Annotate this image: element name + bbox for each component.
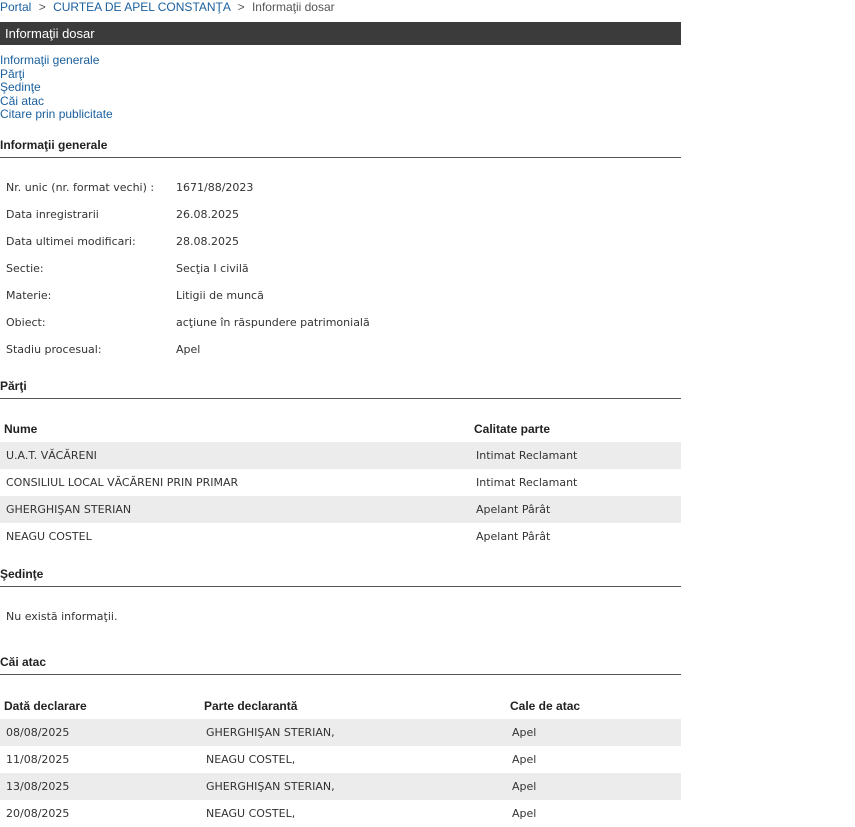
cai-atac-table	[0, 692, 681, 827]
parti-table	[0, 415, 681, 550]
info-label: Obiect:	[6, 316, 46, 329]
column-header-parte-declaranta: Parte declarantă	[204, 698, 298, 713]
breadcrumb-current: Informaţii dosar	[251, 0, 335, 14]
breadcrumb-court-link[interactable]: CURTEA DE APEL CONSTANŢA	[53, 0, 231, 14]
column-header-calitate-parte: Calitate parte	[474, 421, 551, 436]
info-value: 1671/88/2023	[176, 181, 254, 194]
nav-link-cai-atac[interactable]: Căi atac	[0, 93, 45, 108]
info-label: Sectie:	[6, 262, 44, 275]
info-value: Litigii de muncă	[176, 289, 264, 302]
info-label: Materie:	[6, 289, 52, 302]
column-header-cale-de-atac: Cale de atac	[510, 698, 581, 713]
party-name: U.A.T. VĂCĂRENI	[0, 442, 470, 469]
party-role: Apelant Pârât	[476, 530, 551, 543]
table-row	[0, 523, 681, 550]
nav-link-sedinte[interactable]: Şedinţe	[0, 80, 41, 94]
info-value: Apel	[176, 343, 201, 356]
info-value: 28.08.2025	[176, 235, 239, 248]
appeal-type: Apel	[506, 773, 681, 800]
declaration-date: 11/08/2025	[6, 753, 70, 766]
appeal-type: Apel	[512, 807, 537, 820]
declaring-party: GHERGHIŞAN STERIAN,	[200, 773, 506, 800]
breadcrumb-separator: >	[237, 0, 245, 14]
info-label: Nr. unic (nr. format vechi) :	[6, 181, 155, 194]
info-value: acţiune în răspundere patrimonială	[176, 316, 370, 329]
appeal-type: Apel	[512, 753, 537, 766]
nav-link-citare-prin-publicitate[interactable]: Citare prin publicitate	[0, 107, 113, 121]
nav-link-informatii-generale[interactable]: Informaţii generale	[0, 53, 100, 67]
table-row	[0, 773, 681, 800]
section-nav	[0, 54, 113, 122]
column-header-data-declarare: Dată declarare	[4, 698, 87, 713]
appeal-type: Apel	[506, 719, 681, 746]
party-role: Intimat Reclamant	[476, 476, 578, 489]
party-name: CONSILIUL LOCAL VĂCĂRENI PRIN PRIMAR	[6, 476, 239, 489]
table-header-row	[0, 415, 681, 442]
table-row	[0, 469, 681, 496]
table-header-row	[0, 692, 681, 719]
declaring-party: NEAGU COSTEL,	[206, 807, 296, 820]
breadcrumb	[0, 0, 335, 14]
info-value: 26.08.2025	[176, 208, 239, 221]
page-title: Informaţii dosar	[5, 26, 95, 41]
table-row	[0, 719, 681, 746]
info-value: Secţia I civilă	[176, 262, 249, 275]
section-title-sedinte: Şedinţe	[0, 567, 681, 587]
page-title-bar	[0, 22, 681, 45]
party-role: Intimat Reclamant	[470, 442, 681, 469]
declaration-date: 20/08/2025	[6, 807, 70, 820]
nav-link-parti[interactable]: Părţi	[0, 66, 25, 81]
table-row	[0, 800, 681, 827]
column-header-nume: Nume	[4, 421, 38, 436]
info-label: Data ultimei modificari:	[6, 235, 136, 248]
declaration-date: 13/08/2025	[0, 773, 200, 800]
section-title-cai-atac: Căi atac	[0, 655, 681, 675]
section-title-informatii-generale: Informaţii generale	[0, 138, 681, 158]
declaring-party: NEAGU COSTEL,	[206, 753, 296, 766]
sedinte-empty-message: Nu există informaţii.	[6, 610, 118, 623]
table-row	[0, 496, 681, 523]
declaration-date: 08/08/2025	[0, 719, 200, 746]
party-name: NEAGU COSTEL	[6, 530, 92, 543]
party-name: GHERGHIŞAN STERIAN	[0, 496, 470, 523]
breadcrumb-portal-link[interactable]: Portal	[0, 0, 32, 14]
info-label: Stadiu procesual:	[6, 343, 102, 356]
breadcrumb-separator: >	[38, 0, 46, 14]
info-label: Data inregistrarii	[6, 208, 99, 221]
party-role: Apelant Pârât	[470, 496, 681, 523]
section-title-parti: Părţi	[0, 379, 681, 399]
table-row	[0, 746, 681, 773]
table-row	[0, 442, 681, 469]
declaring-party: GHERGHIŞAN STERIAN,	[200, 719, 506, 746]
